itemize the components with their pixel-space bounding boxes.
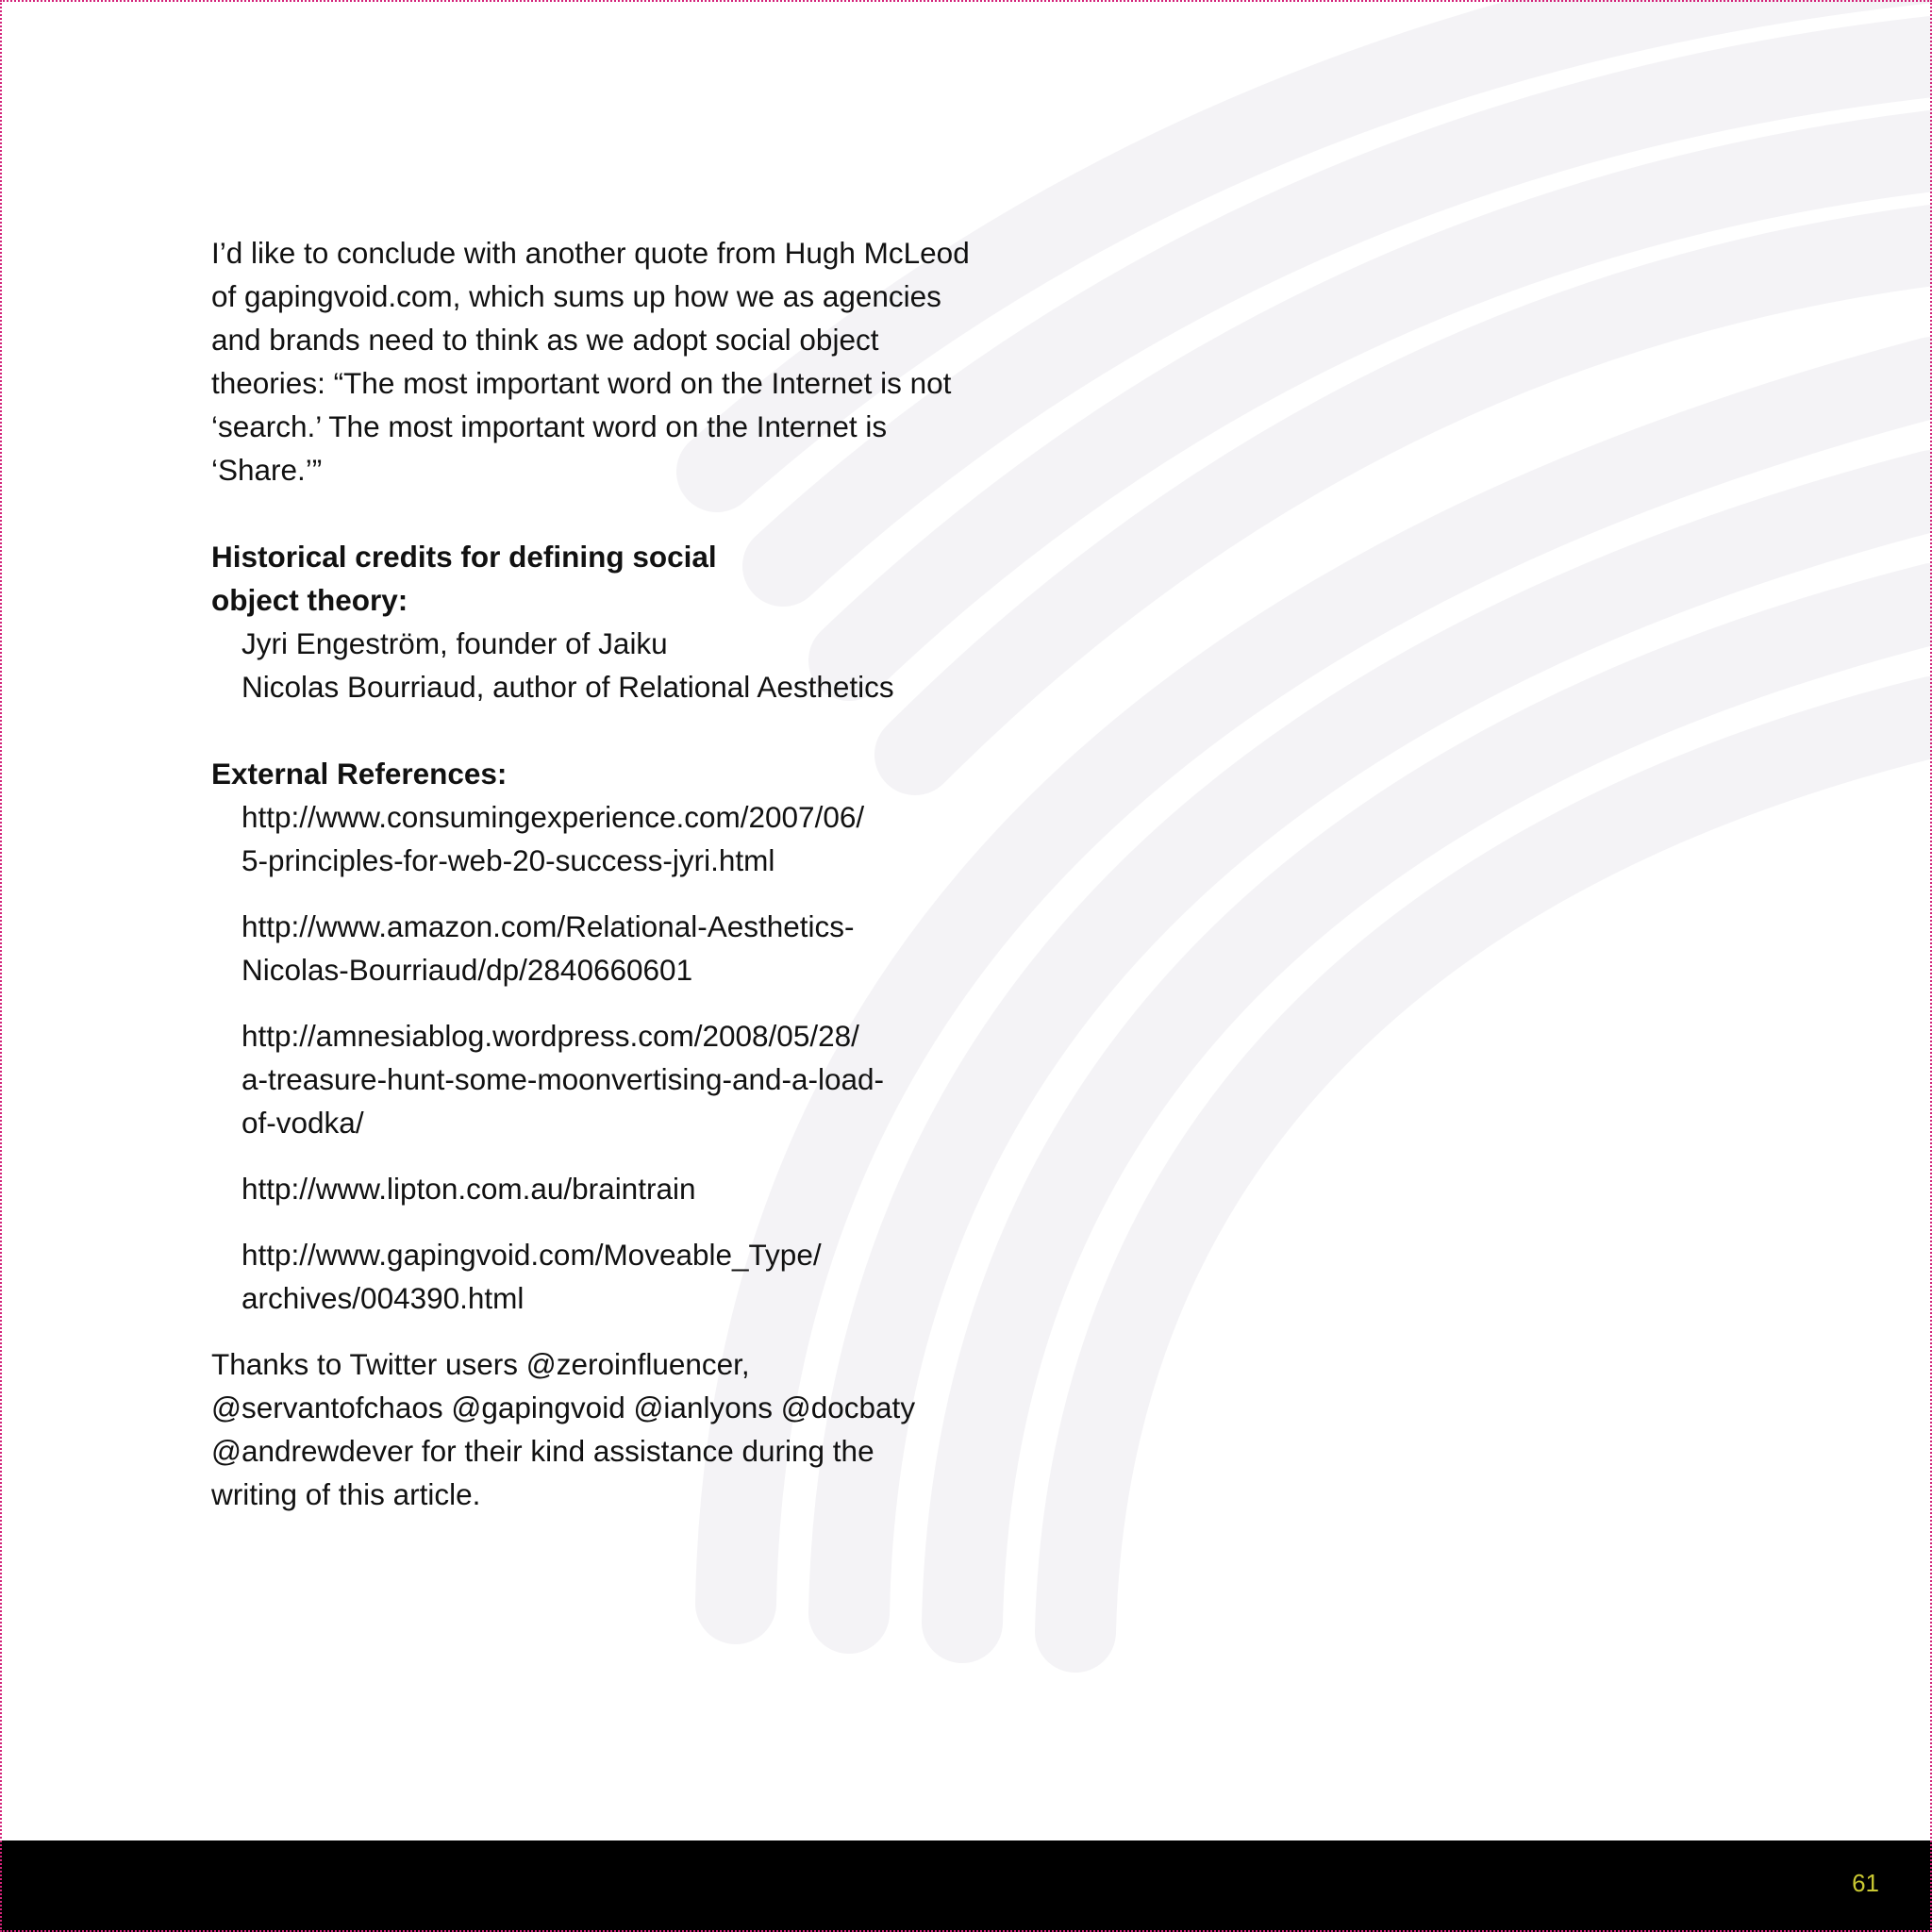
credit-item: Jyri Engeström, founder of Jaiku [242, 626, 668, 660]
page-number: 61 [1852, 1869, 1879, 1897]
intro-paragraph: I’d like to conclude with another quote from Hugh McLeod of gapingvoid.com, which sums up how we as agencies and brands need to think as we adopt social object theories: “The most important word on the Internet is not ‘search.’ The most important word on the Internet is ‘Share.’” [211, 236, 970, 487]
references-heading: External References: [211, 757, 508, 791]
credits-section [211, 535, 985, 708]
thanks-line: @servantofchaos @gapingvoid @ianlyons @docbaty [211, 1391, 916, 1424]
reference-line: http://amnesiablog.wordpress.com/2008/05/28/ [242, 1019, 859, 1053]
reference-line: a-treasure-hunt-some-moonvertising-and-a-load- [242, 1062, 885, 1096]
reference-line: of-vodka/ [242, 1106, 364, 1140]
credits-heading-line1: Historical credits for defining social [211, 540, 717, 574]
thanks-line: @andrewdever for their kind assistance during the [211, 1434, 874, 1468]
references-section [211, 752, 985, 1320]
reference-line: http://www.gapingvoid.com/Moveable_Type/ [242, 1238, 822, 1272]
reference-line: http://www.amazon.com/Relational-Aesthetics- [242, 909, 855, 943]
article-text [211, 231, 985, 1516]
reference-line: Nicolas-Bourriaud/dp/2840660601 [242, 953, 693, 987]
thanks-paragraph [211, 1342, 985, 1516]
reference-line: 5-principles-for-web-20-success-jyri.html [242, 843, 775, 877]
credits-heading-line2: object theory: [211, 583, 408, 617]
credit-item: Nicolas Bourriaud, author of Relational Aesthetics [242, 670, 894, 704]
reference-link[interactable] [211, 1167, 985, 1210]
reference-line: http://www.consumingexperience.com/2007/06/ [242, 800, 865, 834]
thanks-line: writing of this article. [211, 1477, 481, 1511]
reference-link[interactable] [211, 795, 985, 882]
reference-link[interactable] [211, 905, 985, 991]
reference-line: http://www.lipton.com.au/braintrain [242, 1172, 696, 1206]
thanks-line: Thanks to Twitter users @zeroinfluencer, [211, 1347, 750, 1381]
reference-line: archives/004390.html [242, 1281, 525, 1315]
reference-link[interactable] [211, 1233, 985, 1320]
footer-bar [0, 1840, 1932, 1932]
credits-heading [211, 535, 985, 622]
reference-link[interactable] [211, 1014, 985, 1144]
